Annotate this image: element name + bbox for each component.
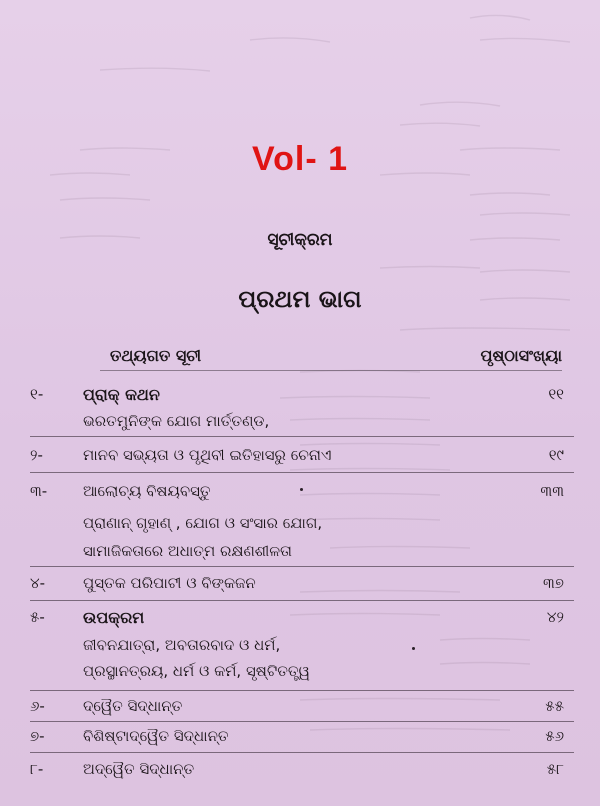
entry-title: ଦ୍ୱୈତ ସିଦ୍ଧାନ୍ତ bbox=[83, 697, 183, 715]
entry-title: ଅଦ୍ୱୈତ ସିଦ୍ଧାନ୍ତ bbox=[83, 760, 195, 778]
entry-number: ୨- bbox=[30, 446, 43, 464]
entry-page: ୪୨ bbox=[546, 608, 564, 626]
toc-entry bbox=[0, 574, 600, 600]
volume-label: Vol- 1 bbox=[251, 140, 349, 178]
entry-number: ୮- bbox=[30, 760, 44, 778]
entry-page: ୫୫ bbox=[545, 697, 564, 715]
toc-entry bbox=[0, 727, 600, 753]
entry-divider bbox=[30, 566, 574, 567]
entry-number: ୪- bbox=[30, 574, 46, 592]
toc-entry bbox=[0, 446, 600, 472]
entry-number: ୭- bbox=[30, 727, 45, 745]
entry-subtitle: ପ୍ରାଣାନ୍ ଗୃହାଣ୍ , ଯୋଗ ଓ ସଂସାର ଯୋଗ, bbox=[83, 514, 323, 532]
entry-title: ପ୍ରାକ୍ କଥନ bbox=[83, 385, 160, 404]
entry-number: ୩- bbox=[30, 482, 48, 500]
entry-title: ପୁସ୍ତକ ପରିପାଟୀ ଓ ବିଙ୍କଜନ bbox=[83, 574, 256, 592]
part-heading: ପ୍ରଥମ ଭାଗ bbox=[238, 285, 362, 313]
toc-entry bbox=[0, 697, 600, 723]
entry-page: ୧୧ bbox=[548, 385, 564, 403]
entry-subtitle: ଜୀବନଯାତ୍ରା, ଅବତାରବାଦ ଓ ଧର୍ମ, bbox=[83, 636, 281, 654]
entry-page: ୩୩ bbox=[540, 482, 564, 500]
toc-entry bbox=[0, 482, 600, 508]
entry-page: ୫୬ bbox=[545, 727, 564, 745]
entry-page: ୫୮ bbox=[546, 760, 564, 778]
entry-number: ୧- bbox=[30, 385, 44, 403]
entry-title: ମାନବ ସଭ୍ୟତା ଓ ପୃଥିବୀ ଇତିହାସରୁ ଚେନାଏ bbox=[83, 446, 332, 464]
entry-subtitle: ପ୍ରସ୍ଥାନତ୍ରୟ, ଧର୍ମ ଓ କର୍ମ, ସୃଷ୍ଟିତତ୍ତ୍ୱ bbox=[83, 662, 310, 680]
entry-divider bbox=[30, 436, 574, 437]
entry-page: ୧୯ bbox=[548, 446, 564, 464]
ink-dot bbox=[412, 647, 415, 650]
entry-divider bbox=[30, 721, 574, 722]
toc-entry bbox=[0, 608, 600, 634]
entry-subtitle: ଭରତମୁନିଙ୍କ ଯୋଗ ମାର୍ତ୍ତଣ୍ଡ, bbox=[83, 412, 270, 430]
entry-divider bbox=[30, 600, 574, 601]
entry-number: ୬- bbox=[30, 697, 45, 715]
entry-title: ଆଲୋଚ୍ୟ ବିଷୟବସ୍ତୁ bbox=[83, 482, 211, 500]
ink-dot bbox=[300, 488, 303, 491]
contents-heading: ସୂଚୀକ୍ରମ bbox=[267, 230, 333, 250]
entry-divider bbox=[30, 472, 574, 473]
entry-divider bbox=[30, 690, 574, 691]
toc-entry bbox=[0, 760, 600, 786]
column-header-topics: ତଥ୍ୟଗତ ସୂଚୀ bbox=[110, 346, 202, 365]
column-header-page-number: ପୃଷ୍ଠାସଂଖ୍ୟା bbox=[480, 346, 562, 365]
entry-title: ଉପକ୍ରମ bbox=[83, 608, 145, 627]
toc-entry bbox=[0, 385, 600, 411]
entry-page: ୩୭ bbox=[543, 574, 564, 592]
entry-title: ବିଶିଷ୍ଟାଦ୍ୱୈତ ସିଦ୍ଧାନ୍ତ bbox=[83, 727, 229, 745]
entry-divider bbox=[30, 752, 574, 753]
header-rule bbox=[100, 370, 562, 371]
entry-subtitle: ସାମାଜିକତାରେ ଅଧାତ୍ମ ରକ୍ଷଣଶୀଳତା bbox=[83, 542, 292, 560]
entry-number: ୫- bbox=[30, 608, 45, 626]
